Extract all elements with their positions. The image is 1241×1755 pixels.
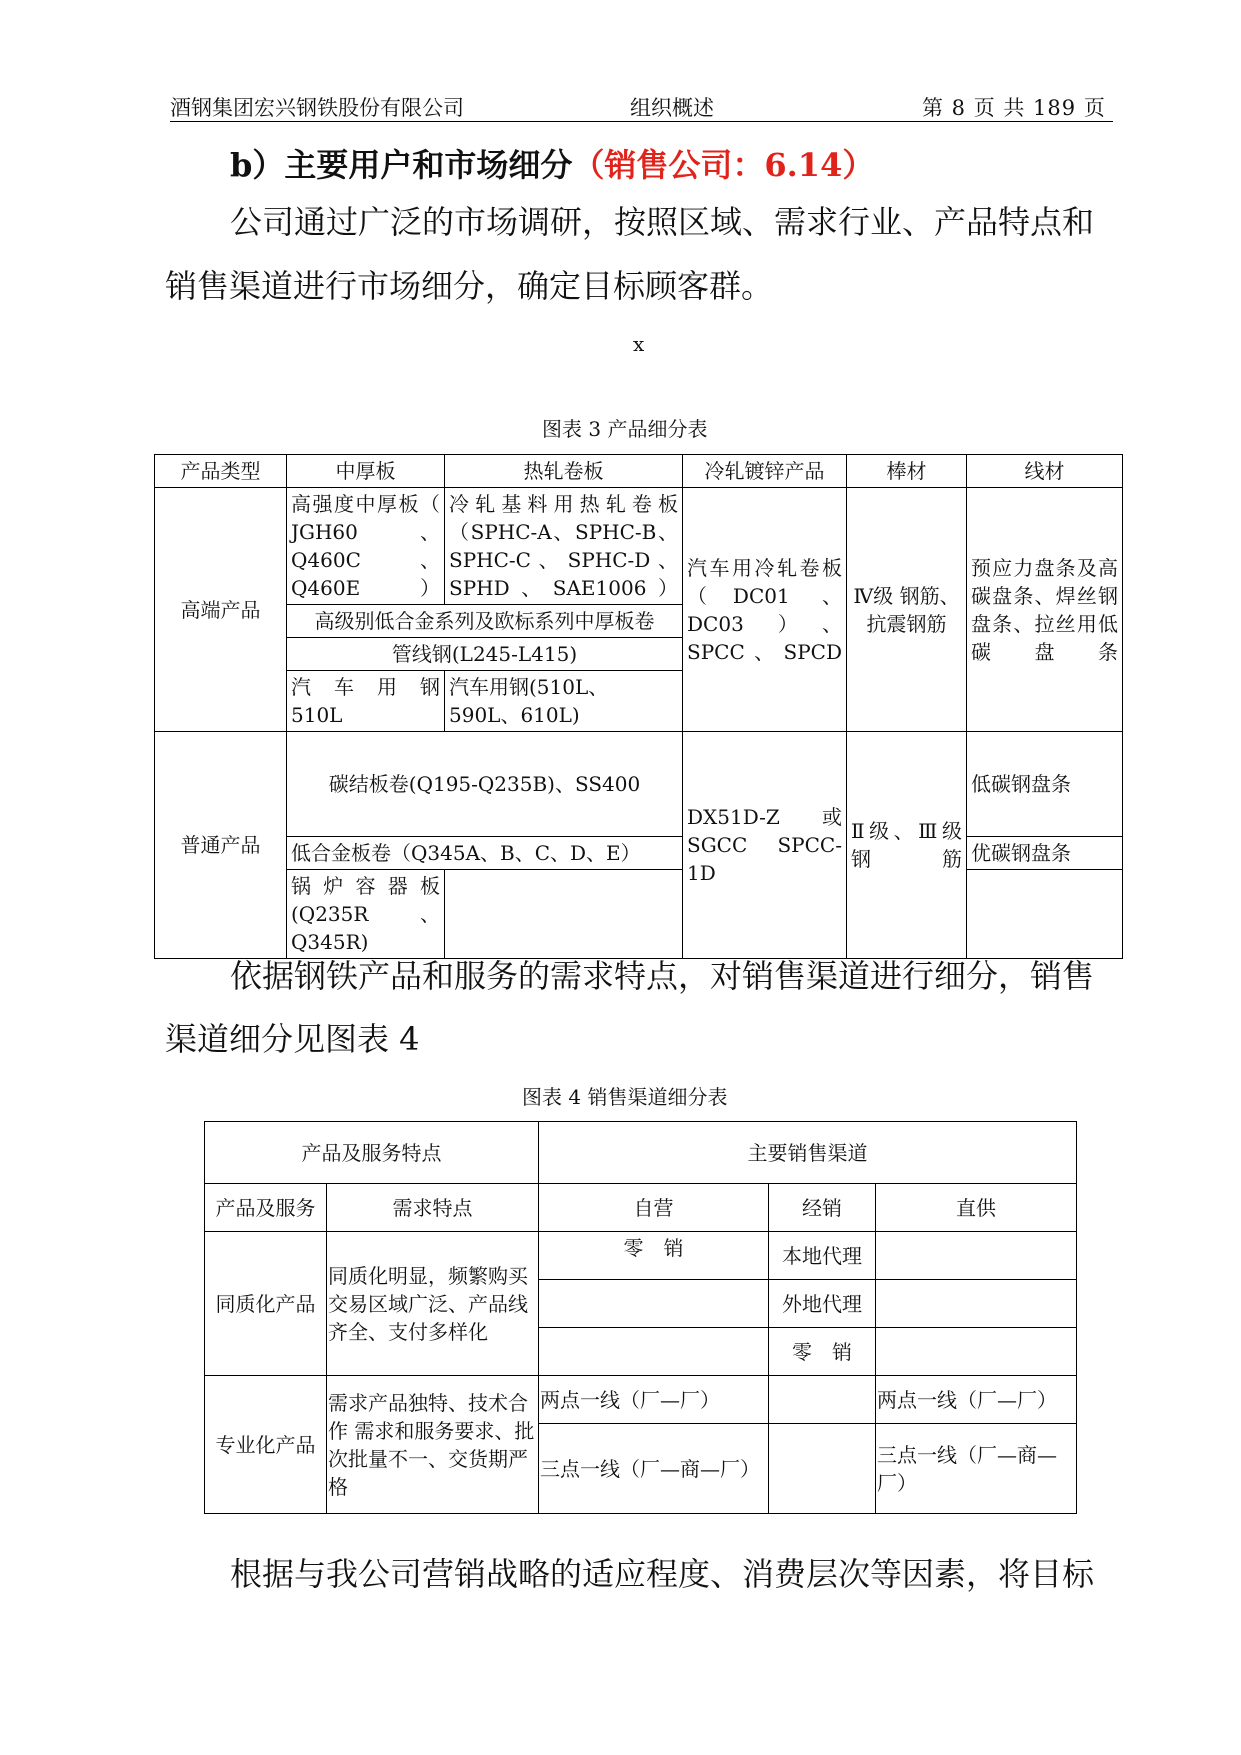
para2-line2: 渠道细分见图表 4 <box>165 1020 420 1058</box>
t4-homo-demand: 同质化明显，频繁购买交易区域广泛、产品线齐全、支付多样化 <box>327 1232 539 1376</box>
t3-high-plate1: 高强度中厚板（ JGH60 、Q460C、Q460E） <box>287 488 445 605</box>
t3-header-wire: 线材 <box>967 455 1123 488</box>
t4-homo-direct1 <box>876 1232 1077 1280</box>
sales-channel-table <box>204 1121 1077 1514</box>
t4-homo-direct2 <box>876 1280 1077 1328</box>
heading-note: （销售公司：6.14） <box>572 146 875 184</box>
t3-high-auto-hot: 汽车用钢(510L、590L、610L) <box>445 671 683 732</box>
t3-high-pipe: 管线钢(L245-L415) <box>287 638 683 671</box>
t3-high-alloy: 高级别低合金系列及欧标系列中厚板卷 <box>287 605 683 638</box>
t3-header-plate: 中厚板 <box>287 455 445 488</box>
t4-col-demand: 需求特点 <box>327 1184 539 1232</box>
t4-homo-self1: 零 销 <box>539 1232 769 1280</box>
para1-line1: 公司通过广泛的市场调研，按照区域、需求行业、产品特点和 <box>230 203 1095 241</box>
product-segment-table <box>154 454 1123 959</box>
t3-normal-carbon: 碳结板卷(Q195-Q235B)、SS400 <box>287 732 683 837</box>
t3-normal-label: 普通产品 <box>155 732 287 959</box>
t4-col-product: 产品及服务 <box>205 1184 327 1232</box>
t4-homo-label: 同质化产品 <box>205 1232 327 1376</box>
t4-spec-dealer2 <box>769 1424 876 1514</box>
t4-spec-self1: 两点一线（厂—厂） <box>539 1376 769 1424</box>
t3-high-wire: 预应力盘条及高碳盘条、焊丝钢盘条、拉丝用低碳盘条 <box>967 488 1123 732</box>
t3-normal-bar: Ⅱ级、Ⅲ级钢筋 <box>847 732 967 959</box>
t3-normal-wire2: 优碳钢盘条 <box>967 837 1123 870</box>
table3-caption: 图表 3 产品细分表 <box>542 417 708 441</box>
t3-header-hot: 热轧卷板 <box>445 455 683 488</box>
t3-normal-boiler: 锅炉容器板(Q235R、Q345R) <box>287 870 445 959</box>
t3-header-cold: 冷轧镀锌产品 <box>683 455 847 488</box>
t3-normal-wire1: 低碳钢盘条 <box>967 732 1123 837</box>
header-rule <box>170 121 1113 122</box>
t4-col-dealer: 经销 <box>769 1184 876 1232</box>
stray-mark: x <box>633 332 645 356</box>
section-heading <box>230 140 874 186</box>
t4-homo-dealer3: 零 销 <box>769 1328 876 1376</box>
t3-header-type: 产品类型 <box>155 455 287 488</box>
t4-spec-direct1: 两点一线（厂—厂） <box>876 1376 1077 1424</box>
t4-homo-dealer2: 外地代理 <box>769 1280 876 1328</box>
t3-header-bar: 棒材 <box>847 455 967 488</box>
para1-line2: 销售渠道进行市场细分，确定目标顾客群。 <box>165 267 774 305</box>
t4-spec-demand: 需求产品独特、技术合作 需求和服务要求、批次批量不一、交货期严格 <box>327 1376 539 1514</box>
t4-group-features: 产品及服务特点 <box>205 1122 539 1184</box>
t3-high-hot1: 冷轧基料用热轧卷板（SPHC-A、SPHC-B、SPHC-C 、 SPHC-D 、SPHD、SAE1006） <box>445 488 683 605</box>
t3-normal-low-alloy: 低合金板卷（Q345A、B、C、D、E） <box>287 837 683 870</box>
t4-homo-self3 <box>539 1328 769 1376</box>
header-section: 组织概述 <box>630 96 714 120</box>
t3-normal-cold: DX51D-Z 或SGCC SPCC-1D <box>683 732 847 959</box>
t3-high-label: 高端产品 <box>155 488 287 732</box>
para2-line1: 依据钢铁产品和服务的需求特点，对销售渠道进行细分，销售 <box>230 957 1095 995</box>
t4-spec-direct2: 三点一线（厂—商—厂） <box>876 1424 1077 1514</box>
t4-spec-label: 专业化产品 <box>205 1376 327 1514</box>
t3-high-auto-plate: 汽 车 用 钢510L <box>287 671 445 732</box>
t4-homo-dealer1: 本地代理 <box>769 1232 876 1280</box>
t4-homo-direct3 <box>876 1328 1077 1376</box>
header-company: 酒钢集团宏兴钢铁股份有限公司 <box>170 96 464 120</box>
t3-high-cold: 汽车用冷轧卷板（DC01 、DC03）、SPCC、SPCD <box>683 488 847 732</box>
header-page: 第 8 页 共 189 页 <box>922 96 1106 120</box>
table4-caption: 图表 4 销售渠道细分表 <box>522 1085 728 1109</box>
t4-col-direct: 直供 <box>876 1184 1077 1232</box>
t4-col-self: 自营 <box>539 1184 769 1232</box>
t4-spec-dealer1 <box>769 1376 876 1424</box>
t4-spec-self2: 三点一线（厂—商—厂） <box>539 1424 769 1514</box>
heading-main: b）主要用户和市场细分 <box>230 146 573 184</box>
t4-homo-self2 <box>539 1280 769 1328</box>
t4-group-channels: 主要销售渠道 <box>539 1122 1077 1184</box>
t3-high-bar: Ⅳ级 钢筋、抗震钢筋 <box>847 488 967 732</box>
para3-line1: 根据与我公司营销战略的适应程度、消费层次等因素，将目标 <box>230 1555 1095 1593</box>
